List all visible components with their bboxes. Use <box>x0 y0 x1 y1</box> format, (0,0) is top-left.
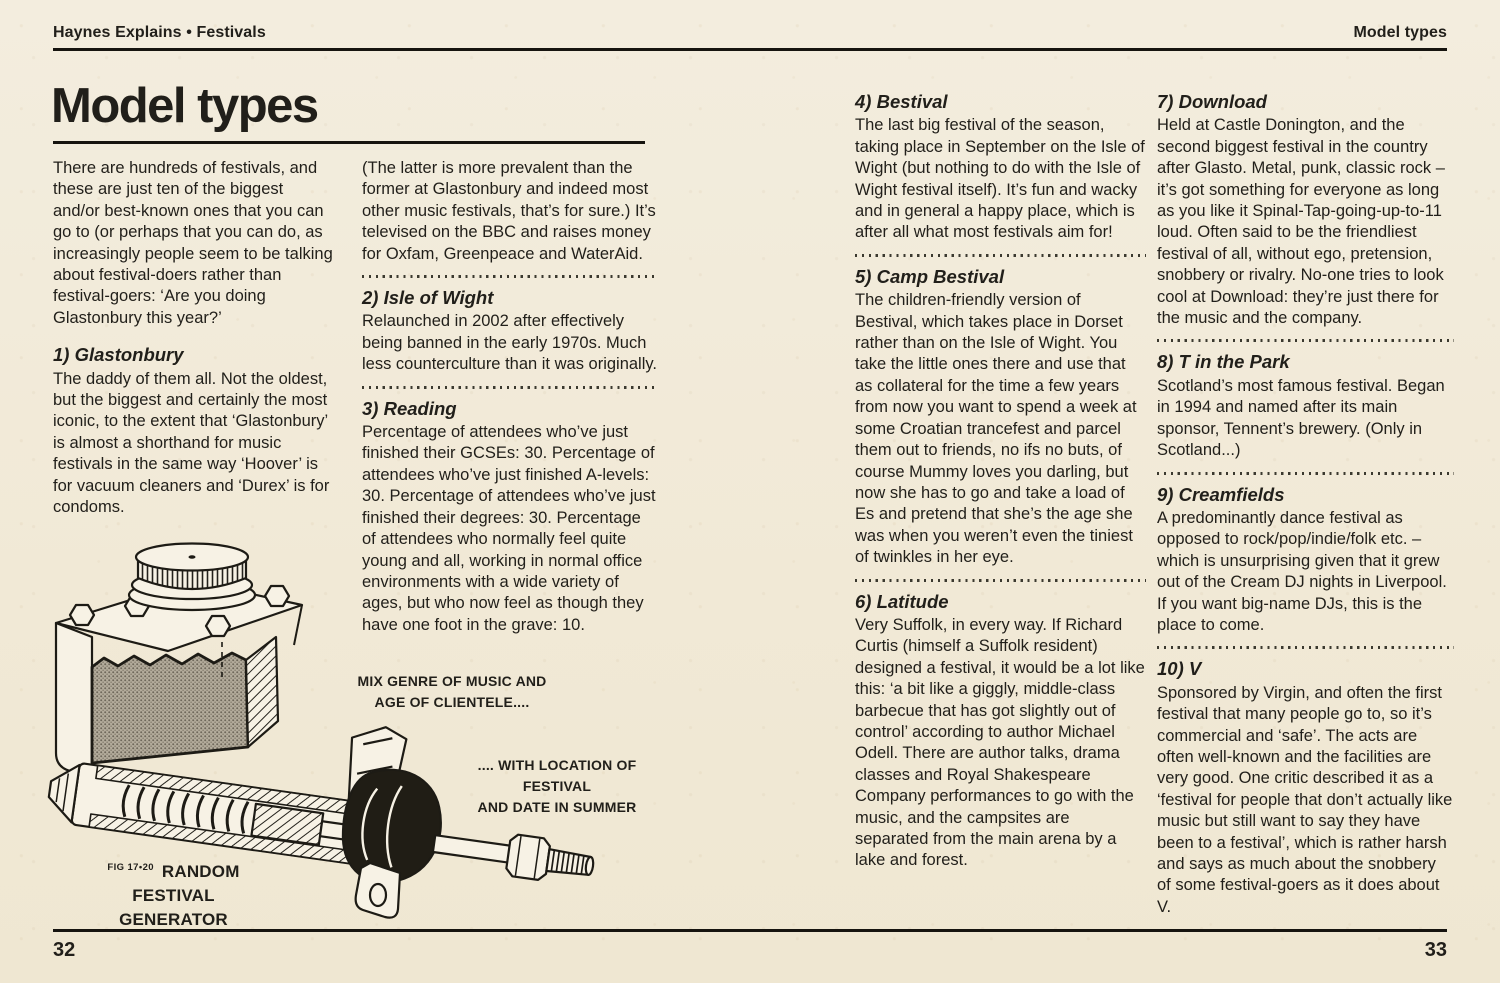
entry-body: Scotland’s most famous festival. Began in 1994 and named after its main sponsor, Tennent’s brewery. (Only in Scotland...) <box>1157 376 1445 460</box>
entry-heading-isle-of-wight: 2) Isle of Wight <box>362 287 494 309</box>
page-number-right: 33 <box>1424 939 1447 961</box>
running-head-right: Model types <box>1353 24 1447 41</box>
column-4 <box>1157 91 1454 918</box>
dotted-divider <box>1157 339 1454 342</box>
entry-heading-camp-bestival: 5) Camp Bestival <box>855 265 1005 287</box>
dotted-divider <box>1157 472 1454 475</box>
header-rule <box>53 48 1447 51</box>
entry-body: Very Suffolk, in every way. If Richard Curtis (himself a Suffolk resident) designed a festival, it would be a lot like this: ‘a bit like a giggly, middle-class barbecue that has got slightly out of control’ according to author Michael Odell. There are author talks, drama classes and Royal Shakespeare Company performances to go with the music, and the campsites are separated from the main arena by a lake and forest. <box>855 615 1145 870</box>
figure-number: FIG 17•20 <box>107 862 154 873</box>
running-head-left: Haynes Explains • Festivals <box>53 24 266 41</box>
figure-caption: $^{FIG 17•20}$ RANDOM FESTIVAL GENERATOR <box>107 862 240 929</box>
entry-heading-t-in-the-park: 8) T in the Park <box>1157 351 1290 373</box>
dotted-divider <box>1157 646 1454 649</box>
entry-heading-glastonbury: 1) Glastonbury <box>53 344 184 366</box>
title-rule <box>53 141 645 144</box>
dotted-divider <box>855 254 1146 257</box>
entry-body: Percentage of attendees who’ve just finished their GCSEs: 30. Percentage of attendees who’ve just finished A-levels: 30. Percentage of attendees who’ve just finished their degrees: 30. Percentage of attendees who normally feel quite young and all, working in normal office environments with a wide variety of ages, but who now feel as though they have one foot in the grave: 10. <box>362 423 656 634</box>
entry-body: The daddy of them all. Not the oldest, but the biggest and certainly the most iconic, to the extent that ‘Glastonbury’ is almost a shorthand for music festivals in the same way ‘Hoover’ is for vacuum cleaners and ‘Durex’ is for condoms. <box>53 369 330 517</box>
column-1 <box>53 158 334 519</box>
entry-heading-v: 10) V <box>1157 658 1202 680</box>
entry-heading-reading: 3) Reading <box>362 397 457 419</box>
entry-body: The children-friendly version of Bestival, which takes place in Dorset rather than on the Isle of Wight. You take the little ones there and use that as collateral for the time a few years from now you want to spend a week at some Croatian trancefest and parcel them out to friends, no ifs no buts, of course Mummy loves you darling, but now she has to go and take a load of Es and pretend that she’s the age she was when you weren’t even the tiniest of twinkles in her eye. <box>855 291 1137 567</box>
figure-label-bottom: .... WITH LOCATION OF FESTIVAL AND DATE IN SUMMER <box>477 757 637 815</box>
entry-heading-latitude: 6) Latitude <box>855 590 949 612</box>
entry-heading-bestival: 4) Bestival <box>855 91 948 112</box>
entry-body: The last big festival of the season, taking place in September on the Isle of Wight (but nothing to do with the Isle of Wight festival itself). It’s fun and wacky and in general a happy place, which is after all what most festivals aim for! <box>855 116 1145 242</box>
entry-body: A predominantly dance festival as opposed to rock/pop/indie/folk etc. – which is unsurprising given that it grew out of the Cream DJ nights in Liverpool. If you want big-name DJs, this is the place to come. <box>1157 508 1447 634</box>
dotted-divider <box>362 386 657 389</box>
column-3 <box>855 91 1146 872</box>
intro-paragraph-continued: (The latter is more prevalent than the former at Glastonbury and indeed most other music festivals, that’s for sure.) It’s televised on the BBC and raises money for Oxfam, Greenpeace and WaterAid. <box>362 159 656 263</box>
page-title: Model types <box>51 79 318 133</box>
entry-body: Sponsored by Virgin, and often the first festival that many people go to, so it’s commercial and ‘safe’. The acts are often well-known and the facilities are very good. One critic described it as a ‘festival for people that don’t actually like music but still want to say they have been to a festival’, which is rather harsh and says as much about the snobbery of some festival-goers as it does about V. <box>1157 683 1453 916</box>
entry-heading-creamfields: 9) Creamfields <box>1157 483 1285 505</box>
intro-paragraph: There are hundreds of festivals, and these are just ten of the biggest and/or best-known ones that you can go to (or perhaps that you can do, as increasingly people seem to be talking about festival-doers rather than festival-goers: ‘Are you doing Glastonbury this year?’ <box>53 159 333 327</box>
footer-rule <box>53 929 1447 932</box>
entry-heading-download: 7) Download <box>1157 91 1267 112</box>
entry-body: Held at Castle Donington, and the second biggest festival in the country after Glasto. Metal, punk, classic rock – it’s got something for everyone as long as you like it Spinal-Tap-going-up-to-11 loud. Often said to be the friendliest festival of all, without ego, pretension, snobbery or rivalry. No-one tries to look cool at Download: they’re just there for the music and the company. <box>1157 116 1445 328</box>
figure-label-top: MIX GENRE OF MUSIC AND AGE OF CLIENTELE.... <box>357 673 547 710</box>
dotted-divider <box>855 579 1146 582</box>
entry-body: Relaunched in 2002 after effectively being banned in the early 1970s. Much less counterculture than it was originally. <box>362 312 658 374</box>
page-number-left: 32 <box>53 939 76 961</box>
dotted-divider <box>362 275 657 278</box>
